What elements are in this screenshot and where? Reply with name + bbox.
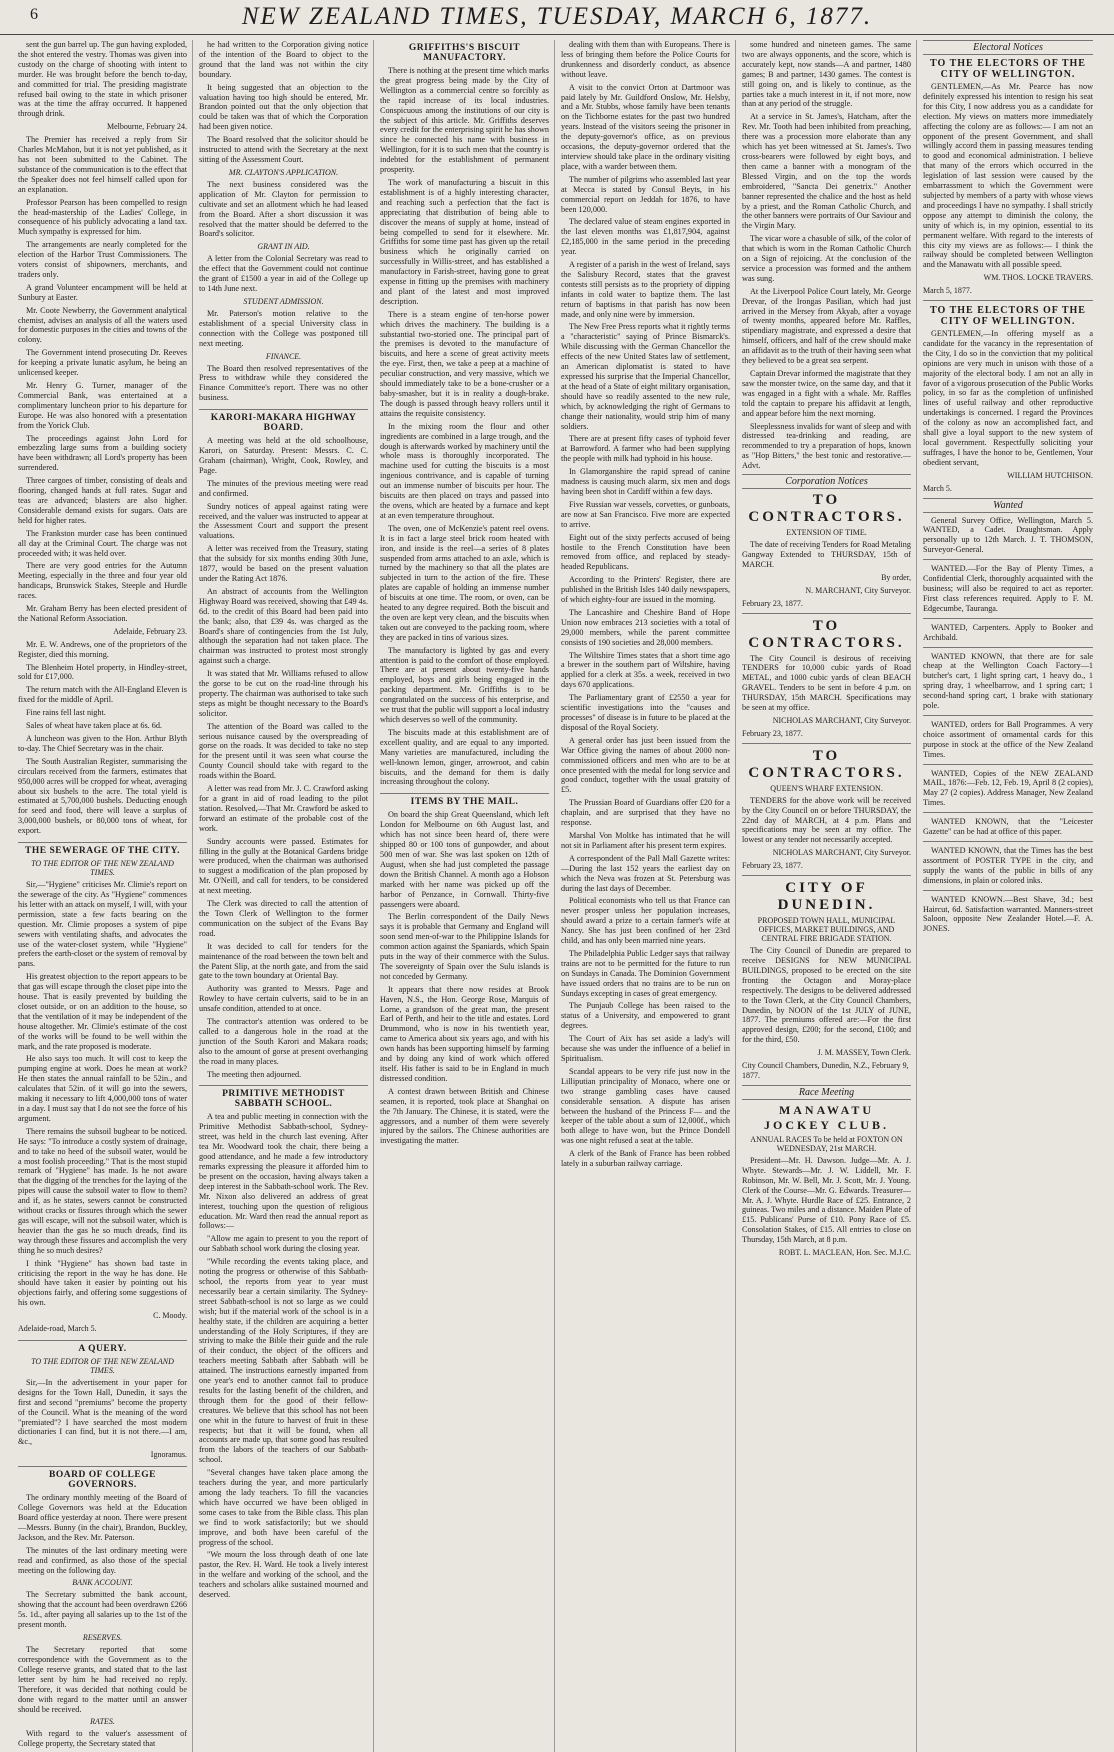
article-paragraph: The number of pilgrims who assembled last year at Mecca is stated by Consul Beyts, in his commercial report on Jeddah for 1876, to have been 120,000. <box>561 174 730 214</box>
article-paragraph: The attention of the Board was called to the serious nuisance caused by the overspreading of gorse on the roads. It was decided to take no step for the present until it was seen what course the County Council should take with regard to the roads within the Board. <box>199 721 368 781</box>
column-5 <box>742 40 917 1752</box>
article-paragraph: "While recording the events taking place, and noting the progress or otherwise of this Sabbath-school, the reports from year to year must necessarily bear a certain similarity. The Sydney-street Sabbath-school is not so large as we could wish; but if the material work of the school is in a healthy state, if the children are acquiring a better understanding of the Holy Scriptures, if they are striving to make the Bible their guide and the rule of their conduct, the object of the officers and teachers meeting Sabbath after Sabbath will be attained. The instructions earnestly imparted from one year's end to another cannot fail to produce results for the lasting benefit of the children, and through them for the good of their fellow-creatures. We believe that this school has not been one whit in the future to harvest of fruit in these respects; but that it will be found, when all accounts are made up, that some good has resulted from the labors of the teachers of our Sabbath-school. <box>199 1257 368 1465</box>
article-paragraph: The proceedings against John Lord for embezzling large sums from a building society have been withdrawn; all Lord's property has been surrendered. <box>18 433 187 473</box>
article-paragraph: The manufactory is lighted by gas and every attention is paid to the comfort of those employed. There are at present about twenty-five hands employed, boys and girls being engaged in the packing department. Mr. Griffiths is to be congratulated on the success of his enterprise, and we trust that the public will support a local industry which deserves so well of the community. <box>380 645 549 724</box>
dateline: Melbourne, February 24. <box>107 122 187 132</box>
electoral-signature: WILLIAM HUTCHISON. <box>1007 470 1093 480</box>
article-paragraph: With regard to the valuer's assessment of College property, the Secretary stated that <box>18 1729 187 1749</box>
section-heading-sewerage: THE SEWERAGE OF THE CITY. <box>18 842 187 856</box>
race-title: MANAWATU JOCKEY CLUB. <box>764 1102 889 1132</box>
electoral-body: GENTLEMEN,—In offering myself as a candidate for the vacancy in the representation of the City, I do so in the conviction that my political opinions are very much in unison with those of a majority of the electoral body. I am not an ally in favor of a vigorous prosecution of the Public Works policy, in so far as the completion of unfinished lines of useful railway and other reproductive undertakings is concerned. I regard the Provinces of the colony as now an accomplished fact, and shall give a loyal support to the new system of local government. Respectfully soliciting your suffrages, I have the honor to be, Gentlemen, Your obedient servant, <box>923 329 1093 467</box>
article-paragraph: "Allow me again to present to you the report of our Sabbath school work during the closing year. <box>199 1234 368 1254</box>
section-heading-griffiths: GRIFFITHS'S BISCUIT MANUFACTORY. <box>408 43 521 63</box>
article-paragraph: The Secretary reported that some correspondence with the Government as to the College reserve grants, and stated that to the last letter sent by him he had received no reply. Therefore, it was decided that nothing could be done with regard to the matter until an answer should be received. <box>18 1645 187 1714</box>
article-paragraph: Professor Pearson has been compelled to resign the head-mastership of the Ladies' College, in consequence of his publicly advocating a land tax. Much sympathy is expressed for him. <box>18 197 187 237</box>
article-paragraph: The Clerk was directed to call the attention of the Town Clerk of Wellington to the former communication on the subject of the Evans Bay road. <box>199 899 368 938</box>
notice-date: City Council Chambers, Dunedin, N.Z., February 9, 1877. <box>742 1061 909 1080</box>
article-paragraph: The Court of Aix has set aside a lady's will because she was under the influence of a belief in Spiritualism. <box>561 1034 730 1063</box>
article-paragraph: The New Free Press reports what it rightly terms a "characteristic" saying of Prince Bismarck's. While discussing with the German Chancellor the effects of the new United States law of settlement, an American diplomatist is stated to have expressed his surprise that the Imperial Chancellor, at the head of a State of eight military organisation, should have so readily assented to the new rule, which, by acknowledging the right of Germans to change their nationality, would strip him of many soldiers. <box>561 322 730 431</box>
article-paragraph: At the Liverpool Police Court lately, Mr. George Drevar, of the Irongas Pasilian, which had just arrived in the Mersey from Akyab, after a voyage of twenty months, appeared before Mr. Raffles, stipendiary magistrate, and expressed a desire that himself, officers, and half of the crew should make an affidavit as to the truth of their having seen what they believed to be a great sea serpent. <box>742 286 912 366</box>
article-paragraph: The South Australian Register, summarising the circulars received from the farmers, estimates that 950,000 acres will be cropped for wheat, averaging about six bushels to the acre. The total yield is estimated at 5,700,000 bushels. Deducting enough for seed and food, there will leave a surplus of 3,000,000 bushels, or 80,000 tons of wheat, for export. <box>18 756 187 836</box>
article-paragraph: Five Russian war vessels, corvettes, or gunboats, are now at San Francisco. Five more are expected to arrive. <box>561 499 730 529</box>
section-heading-wanted: Wanted <box>923 498 1093 513</box>
wanted-ad: General Survey Office, Wellington, March 5. WANTED, a Cadet. Draughtsman. Apply personally up to 12th March. J. T. THOMSON, Surveyor-General. <box>923 515 1093 555</box>
letter-paragraph: Sir,—In the advertisement in your paper for designs for the Town Hall, Dunedin, it says the first and second "premiums" become the property of the Council. What is the meaning of the word "premiated"? I have searched the most modern dictionaries I can find, but it is not there.—I am, &c., <box>18 1377 187 1447</box>
notice-title: CITY OF DUNEDIN. <box>777 880 876 914</box>
divider <box>923 764 1093 765</box>
article-paragraph: The Board then resolved representatives of the Press to withdraw while they considered the Finance Committee's report. There was no other business. <box>199 363 368 403</box>
article-paragraph: The minutes of the last ordinary meeting were read and confirmed, as also those of the special meeting on the following day. <box>18 1545 187 1575</box>
subheading: GRANT IN AID. <box>257 242 310 252</box>
notice-signature: N. MARCHANT, City Surveyor. <box>805 585 911 595</box>
article-paragraph: The Wiltshire Times states that a short time ago a brewer in the southern part of Wiltshire, having applied for a clerk at 35s. a week, received in two days 670 applications. <box>561 650 730 690</box>
notice-signature: NICHOLAS MARCHANT, City Surveyor. <box>772 715 911 725</box>
notice-date: February 23, 1877. <box>742 861 803 871</box>
subheading: RATES. <box>90 1717 115 1727</box>
race-body: President—Mr. H. Dawson. Judge—Mr. A. J. Whyte. Stewards—Mr. J. W. Liddell, Mr. F. Robinson, Mr. W. Bell, Mr. J. Scott, Mr. J. Young. Clerk of the Course—Mr. G. Edwards. Treasurer—Mr. A. J. Whyte. Hurdle Race of £25. Entrance, 2 guineas. Two miles and a distance. Maiden Plate of £15. Publicans' Purse of £10. Pony Race of £5. Consolation Stakes, of £15. All entries to close on Thursday, 15th March, at 8 p.m. <box>742 1155 911 1245</box>
article-paragraph: It being suggested that an objection to the valuation having too high should be entered, Mr. Brandon pointed out that the only objection that could be taken was that of which the Corporation had been given notice. <box>199 82 368 132</box>
electoral-signature: WM. THOS. LOCKE TRAVERS. <box>983 273 1093 283</box>
electoral-body: GENTLEMEN,—As Mr. Pearce has now definitely expressed his intention to resign his seat for this City, I now address you as a candidate for election. My views on matters more immediately affecting the colony are as follows:— I am not an opponent of the present Government, and shall willingly accord them in passing measures tending to good and economical administration. I believe that many of the errors which occurred in the legislation of last session were caused by the embarrassment to which the Government were subjected by members of a party with whose views and proceedings I have no sympathy. I shall strictly oppose any attempt to diminish the colony, the unity of which is, in my opinion, essential to its permanent welfare. With regard to the interests of this city my views are as follows:— I think the railway should be completed between Wellington and the Manawatu with all possible speed. <box>923 82 1093 270</box>
article-paragraph: A general order has just been issued from the War Office giving the names of about 2000 non-commissioned officers and men who are to be at once presented with the medal for long service and good conduct, together with the usual gratuity of £5. <box>561 735 730 795</box>
divider <box>923 647 1093 648</box>
notice-title: TO CONTRACTORS. <box>748 747 905 781</box>
section-heading-karori: KARORI-MAKARA HIGHWAY BOARD. <box>199 409 368 433</box>
notice-date: February 23, 1877. <box>742 728 803 738</box>
letter-paragraph: Sir,—"Hygiene" criticises Mr. Climie's report on the sewerage of the city. As "Hygiene" commences his letter with an attack on myself, I will, with your permission, state a few facts bearing on the question. Mr. Climie proposes a system of pipe sewers with ventilating shafts, and advocates the use of the water-closet system, while "Hygiene" prefers the earth-closet or the system of removal by pans. <box>18 880 187 969</box>
article-paragraph: Fine rains fell last night. <box>26 708 106 718</box>
divider <box>923 618 1093 619</box>
article-paragraph: In the mixing room the flour and other ingredients are combined in a large trough, and the dough is afterwards worked by machinery until the whole mass is thoroughly incorporated. The machine used for cutting the biscuits is a most ingenious contrivance, and is capable of turning out an immense number of biscuits per hour. The biscuits are then placed on trays and passed into the ovens, which are heated by a furnace and kept at an even temperature throughout. <box>380 421 549 520</box>
wanted-ad: WANTED, Carpenters. Apply to Booker and Archibald. <box>923 622 1093 642</box>
article-paragraph: Political economists who tell us that France can never prosper unless her population increases, should award a prize to a certain farmer's wife at Nancy. She has just been confined of her 23rd child, and has only been married nine years. <box>561 896 730 946</box>
article-paragraph: The ordinary monthly meeting of the Board of College Governors was held at the Education Board office yesterday at noon. There were present—Messrs. Bunny (in the chair), Brandon, Buckley, Jackson, and the Rev. Mr. Paterson. <box>18 1493 187 1542</box>
article-paragraph: Three cargoes of timber, consisting of deals and flooring, changed hands at full rates. Sugar and teas are advanced; blasters are also higher. Considerable demand exists for sugars. Oats are held for higher rates. <box>18 476 187 525</box>
notice-subtitle: EXTENSION OF TIME. <box>786 528 867 538</box>
article-paragraph: A visit to the convict Orton at Dartmoor was paid lately by Mr. Guildford Onslow, Mr. Helsby, and a Mr. Stubbs, whose family have been tenants on the Tichborne estates for the past two hundred years. Instead of the visitors seeing the prisoner in the deputy-governor's office, as on previous occasions, the deputy-governor ordered that the interview should take place in the ordinary visiting place, with a warder between them. <box>561 82 730 171</box>
notice-body: The date of receiving Tenders for Road Metaling Gangway Extended to THURSDAY, 15th of MARCH. <box>742 540 911 569</box>
article-paragraph: A letter was received from the Treasury, stating that the subsidy for six months ending 30th June, 1877, would be based on the present valuation under the Rating Act 1876. <box>199 544 368 583</box>
article-paragraph: A grand Volunteer encampment will be held at Sunbury at Easter. <box>18 282 187 302</box>
article-paragraph: A letter from the Colonial Secretary was read to the effect that the Government could not continue the grant of £1500 a year in aid of the College up to 14th June next. <box>199 254 368 294</box>
electoral-date: March 5. <box>923 483 952 493</box>
article-paragraph: dealing with them than with Europeans. There is less of bringing them before the Police Courts for drunkenness and disorderly conduct, as absence without leave. <box>561 40 730 79</box>
article-paragraph: The arrangements are nearly completed for the election of the Harbor Trust Commissioners. The voters consist of shipowners, merchants, and traders only. <box>18 240 187 279</box>
divider <box>923 890 1093 891</box>
divider <box>923 300 1093 301</box>
wanted-ad: WANTED KNOWN, that the "Leicester Gazette" can be had at office of this paper. <box>923 817 1093 837</box>
subheading: STUDENT ADMISSION. <box>243 296 324 306</box>
article-paragraph: There are at present fifty cases of typhoid fever at Barrowford. A farmer who had been supplying the people with milk had typhoid in his house. <box>561 434 730 464</box>
article-paragraph: Captain Drevar informed the magistrate that they saw the monster twice, on the same day, and that it was engaged in a fight with a whale. Mr. Raffles told the captain to prepare his affidavit at length, and appear before him the next morning. <box>742 369 911 418</box>
article-paragraph: A clerk of the Bank of France has been robbed lately in a suburban railway carriage. <box>561 1149 730 1169</box>
article-paragraph: Sales of wheat have taken place at 6s. 6d. <box>26 721 162 731</box>
article-paragraph: An abstract of accounts from the Wellington Highway Board was received, showing that £49 4s. 6d. to the credit of this Board had been paid into the bank; also, that £39 4s. was charged as the Board's share of contingencies from the 1st July, although the separation had not taken place. The chairman was instructed to protest most strongly against such a charge. <box>199 586 368 666</box>
section-heading-college: BOARD OF COLLEGE GOVERNORS. <box>18 1466 187 1490</box>
subheading: BANK ACCOUNT. <box>72 1578 133 1588</box>
article-paragraph: In Glamorganshire the rapid spread of canine madness is causing much alarm, six men and dogs having been shot in Cardiff within a few days. <box>561 467 730 496</box>
notice-signature: NICHOLAS MARCHANT, City Surveyor. <box>772 848 911 858</box>
letter-paragraph: His greatest objection to the report appears to be that gas will escape through the closet pipe into the house. That is easily prevented by building the closet outside, or on an addition to the house, so that the ventilation of it may be independent of the house altogether. Mr. Climie's estimate of the cost of the works will be found to be well within the mark, and the rate proposed is moderate. <box>18 972 187 1051</box>
article-paragraph: There is a steam engine of ten-horse power which drives the machinery. The building is a substantial two-storied one. The principal part of the premises is devoted to the manufacture of biscuits, and here a scene of great activity meets the eye. First, then, we take a peep at a machine of peculiar construction, and very massive, which we should immediately take to be a bone-crusher or a baby-smasher, but it is in reality a dough-brake. The dough is passed through heavy rollers until it attains the requisite consistency. <box>380 309 549 418</box>
race-subtitle: ANNUAL RACES To be held at FOXTON ON WEDNESDAY, 21st MARCH. <box>750 1134 903 1153</box>
to-the-editor: TO THE EDITOR OF THE NEW ZEALAND TIMES. <box>31 859 174 878</box>
divider <box>923 841 1093 842</box>
notice-by-order: By order, <box>881 572 911 582</box>
race-signature: ROBT. L. MACLEAN, Hon. Sec. M.J.C. <box>778 1248 911 1258</box>
article-paragraph: The work of manufacturing a biscuit in this establishment is of a highly interesting character, and reaching such a perfection that the fact is appreciating that distribution of being able to discover the means of supply at home, instead of being compelled to send for it elsewhere. Mr. Griffiths for some time past has given up the retail business which he originally carried on successfully in Willis-street, and has established a manufactory in Farish-street, having gone to great expense in fitting up the premises with machinery and plant of the latest and most improved description. <box>380 177 549 306</box>
article-paragraph: The vicar wore a chasuble of silk, of the color of that which is worn in the Roman Catholic Church on a Sign of rejoicing. At the conclusion of the service a procession was formed and the anthem was sung. <box>742 234 911 283</box>
advertisement-paragraph: Sleeplessness invalids for want of sleep and with distressed tea-drinking and reading, are recommended to try a preparation of hops, known as "Hop Bitters," the best tonic and restorative.—Advt. <box>742 421 911 471</box>
article-paragraph: some hundred and nineteen games. The same two are always opponents, and the score, which is accurately kept, now stands—A and partner, 1480 games; B and partner, 1430 games. The contest is still going on, and is likely to continue, as the parties take a much interest in it, if not more, now than at any period of the struggle. <box>742 40 911 109</box>
newspaper-title: NEW ZEALAND TIMES, TUESDAY, MARCH 6, 1877. <box>241 3 873 30</box>
letter-paragraph: There remains the subsoil bugbear to be noticed. He says: "To introduce a costly system of drainage, and to take no heed of the subsoil water, would be a most foolish proceeding." That is the most stupid remark of "Hygiene" has made. Is he not aware that the digging of the trenches for the laying of the pipes will cause the subsoil water to flow to them? and if, as he states, sewers cannot be constructed without cracks or fissures through which the sewer gas will escape, will not the subsoil water, which is heavier than the gas he so much dreads, find its way through these fissures and accomplish the very thing he so much desires? <box>18 1126 187 1255</box>
article-paragraph: It was stated that Mr. Williams refused to allow the gorse to be cut on the road-line through his property. The chairman was authorised to take such steps as might be thought necessary to the Board's solicitor. <box>199 669 368 718</box>
article-paragraph: A letter was read from Mr. J. C. Crawford asking for a grant in aid of road leading to the pilot station. Resolved,—That Mr. Crawford be asked to forward an estimate of the probable cost of the work. <box>199 784 368 833</box>
article-paragraph: There is nothing at the present time which marks the great progress being made by the City of Wellington as a commercial centre so forcibly as the rapid increase of its local industries. Conspicuous among the institutions of our city is the subject of this article. Mr. Griffiths deserves every credit for the enterprising spirit he has shown since he connected his name with business in Wellington, for it is to such men that the country is indebted for the establishment of permanent prosperity. <box>380 66 549 175</box>
wanted-ad: WANTED KNOWN, that there are for sale cheap at the Wellington Coach Factory—1 butcher's cart, 1 light spring cart, 1 heavy do., 1 spring dray, 1 wheelbarrow, and 1 spring cart; 1 second-hand spring cart, 1 brake with stationary pole. <box>923 651 1093 711</box>
article-paragraph: Marshal Von Moltke has intimated that he will not sit in Parliament after his present term expires. <box>561 830 730 850</box>
article-paragraph: The Parliamentary grant of £2550 a year for scientific investigations into the "causes and processes" of disease is in future to be placed at the disposal of the Royal Society. <box>561 693 730 732</box>
article-paragraph: The next business considered was the application of Mr. Clayton for permission to cultivate and set an allotment which he had leased from the Board. After a short discussion it was resolved that the matter should be deferred to the Board's solicitor. <box>199 179 368 239</box>
article-paragraph: It was decided to call for tenders for the maintenance of the road between the town belt and the Patent Slip, at the north gate, and from the said gate to the town boundary at Oriental Bay. <box>199 941 368 981</box>
notice-body: TENDERS for the above work will be received by the City Council on or before THURSDAY, the 22nd day of MARCH, at 4 p.m. Plans and specifications may be seen at my office. The lowest or any tender not necessarily accepted. <box>742 795 911 845</box>
page-columns <box>18 40 1098 1749</box>
page-number: 6 <box>30 6 38 23</box>
wanted-ad: WANTED KNOWN.—Best Shave, 3d.; best Haircut, 6d. Satisfaction warranted. Manners-street Saloon, opposite New Zealander Hotel.—F. A. JONES. <box>923 894 1093 934</box>
article-paragraph: Scandal appears to be very rife just now in the Lilliputian principality of Monaco, where one or two strange gambling cases have caused considerable sensation. A dispute has arisen between the husband of the Princess F— and the keeper of the table about a sum of 12,000f., which both allege to have won, but the Prince Dondell was one night refused a seat at the table. <box>561 1066 730 1146</box>
article-paragraph: A luncheon was given to the Hon. Arthur Blyth to-day. The Chief Secretary was in the chair. <box>18 734 187 753</box>
article-paragraph: he had written to the Corporation giving notice of the intention of the Board to object to the ground that the land was not within the city boundary. <box>199 40 368 79</box>
article-paragraph: Mr. Coote Newberry, the Government analytical chemist, advises an analysis of all the waters used for domestic purposes in the cities and towns of the colony. <box>18 305 187 345</box>
article-paragraph: The contractor's attention was ordered to be called to a dangerous hole in the road at the junction of the South Karori and Makara roads; also to the amount of gorse at present overhanging the road in many places. <box>199 1017 368 1066</box>
article-paragraph: Mr. Paterson's motion relative to the establishment of a special University class in connection with the College was postponed till next meeting. <box>199 308 368 348</box>
section-heading-electoral-notices: Electoral Notices <box>923 40 1093 55</box>
article-paragraph: There are very good entries for the Autumn Meeting, especially in the three and four year old handicaps, Brunswick Stakes, Steeple and Hurdle races. <box>18 561 187 601</box>
article-paragraph: The Philadelphia Public Ledger says that railway trains are not to be permitted for the future to run on Sundays in Canada. The Dominion Government have issued orders that no trains are to be run on Sundays excepting in cases of great emergency. <box>561 948 730 998</box>
section-heading-mail: ITEMS BY THE MAIL. <box>380 793 549 807</box>
notice-body: The City Council of Dunedin are prepared to receive DESIGNS for NEW MUNICIPAL BUILDINGS, proposed to be erected on the site fronting the Octagon and Moray-place respectively. The designs to be delivered addressed to the Town Clerk, at the City Council Chambers, Dunedin, by NOON of the 1st JULY of JUNE, 1877. The premiums offered are:—For the first approved design, £200; for the second, £100; and for the third, £50. <box>742 946 911 1045</box>
subheading: MR. CLAYTON'S APPLICATION. <box>228 167 339 177</box>
divider <box>742 743 911 744</box>
article-paragraph: Eight out of the sixty perfects accused of being hostile to the French Constitution have been removed from office, and replaced by steady-headed Republicans. <box>561 532 730 572</box>
article-paragraph: At a service in St. James's, Hatcham, after the Rev. Mr. Tooth had been inhibited from preaching, there was a procession more elaborate than any which has yet been witnessed at St. James's. Two cross-bearers were followed by eight boys, and then came a banner with a monogram of the Blessed Virgin, and on the top the words embroidered, "Sancta Dei genetrix." Another banner represented the chalice and the host as held by a priest, and the Roman Catholic Church, and the other banners were portraits of Our Saviour and the Virgin Mary. <box>742 112 911 231</box>
column-3 <box>380 40 555 1752</box>
section-heading-query: A QUERY. <box>18 1340 187 1354</box>
article-paragraph: A contest drawn between British and Chinese seamen, it is reported, took place at Shanghai on the 7th January. The Chinese, it is stated, were the aggressors, and a number of them were severely injured by the sailors. The Chinese authorities are investigating the matter. <box>380 1086 549 1146</box>
article-paragraph: On board the ship Great Queensland, which left London for Melbourne on 6th August last, and which has not since been heard of, there were shipped 80 or 100 tons of gunpowder, and about 500 men of war. She was last spoken on 12th of August, when she had just completed the passage down the British Channel. A month ago a Hobson marked with her name was picked up off the harbor of Penzance, in Cornwall. Thirty-five passengers were aboard. <box>380 810 549 909</box>
article-paragraph: A tea and public meeting in connection with the Primitive Methodist Sabbath-school, Sydney-street, was held in the church last evening. After tea Mr. Woodward took the chair, there being a good attendance, and he made a few introductory remarks expressing the pleasure it afforded him to be present on the occasion, having always taken a deep interest in the Sabbath-school work. The Rev. Mr. Nixon also delivered an address of great interest, touching upon the question of religious education. Mr. Ward then read the annual report as follows:— <box>199 1112 368 1231</box>
wanted-ad: WANTED.—For the Bay of Plenty Times, a Confidential Clerk, thoroughly acquainted with the business; will also be required to act as reporter. First class references required. Apply to F. M. Edgecumbe, Tauranga. <box>923 564 1093 613</box>
notice-title: TO CONTRACTORS. <box>748 492 905 526</box>
divider <box>742 875 911 876</box>
subheading: FINANCE. <box>265 351 302 361</box>
article-paragraph: Sundry accounts were passed. Estimates for filling in the gully at the Botanical Gardens bridge were produced, when the chairman was authorised to suggest a modification of the plan proposed by Mr. O'Neill, and call for tenders, to be considered at next meeting. <box>199 836 368 896</box>
masthead <box>0 0 1114 35</box>
article-paragraph: The biscuits made at this establishment are of excellent quality, and are equal to any imported. Many varieties are manufactured, including the well-known lemon, ginger, arrowroot, and cabin biscuits, and the demand for them is daily increasing throughout the colony. <box>380 727 549 787</box>
article-paragraph: According to the Printers' Register, there are published in the British Isles 140 daily newspapers, of which eighty-four are issued in the morning. <box>561 575 730 605</box>
article-paragraph: A register of a parish in the west of Ireland, says the Salisbury Record, states that the gravest contests still persists as to the propriety of dipping infants in cold water to baptize them. The last return of baptisms in that parish has now been made, and only nine were by immersion. <box>561 260 730 319</box>
article-paragraph: "We mourn the loss through death of one late pastor, the Rev. H. Ward. He took a lively interest in the welfare and working of the school, and the teachers and scholars alike sustained mourned and deserved. <box>199 1550 368 1600</box>
column-2 <box>199 40 374 1752</box>
wanted-ad: WANTED, orders for Ball Programmes. A very choice assortment of ornamental cards for this purpose in stock at the office of the New Zealand Times. <box>923 719 1093 759</box>
divider <box>742 613 911 614</box>
article-paragraph: Mr. Henry G. Turner, manager of the Commercial Bank, was entertained at a complimentary luncheon prior to his departure for Europe. He was also honored with a presentation from the Yorick Club. <box>18 381 187 430</box>
dateline: Adelaide, February 23. <box>113 626 187 636</box>
column-4 <box>561 40 736 1752</box>
notice-date: February 23, 1877. <box>742 598 803 608</box>
letter-signature: Ignoramus. <box>150 1450 187 1460</box>
article-paragraph: The Punjaub College has been raised to the status of a University, and empowered to grant degrees. <box>561 1001 730 1031</box>
article-paragraph: Mr. E. W. Andrews, one of the proprietors of the Register, died this morning. <box>18 639 187 659</box>
notice-subtitle: QUEEN'S WHARF EXTENSION. <box>770 783 883 793</box>
letter-address: Adelaide-road, March 5. <box>18 1324 97 1334</box>
article-paragraph: The meeting then adjourned. <box>207 1069 302 1079</box>
subheading: RESERVES. <box>82 1633 123 1643</box>
article-paragraph: The oven, one of McKenzie's patent reel ovens. It is in fact a large steel brick room heated with iron, and inside is the reel—a series of 8 plates suspended from arms attached to an axle, which is turned by the machinery so that all the plates are subjected in turn to the action of the fire. These plates are capable of holding an immense number of biscuits at one time. The room, or oven, can be heated to any degree required. Both the biscuit and the oven are kept very clean, and the biscuits when taken out are conveyed to the packing room, where they are packed in tins of various sizes. <box>380 523 549 642</box>
letter-paragraph: He also says too much. It will cost to keep the pumping engine at work. Does he mean at work? He then states the annual rainfall to be 52in., and calculates that 52in. of it will go into the sewers, making it necessary to lift 4,000,000 tons of water in a day. I must say that I do not see the force of his argument. <box>18 1054 187 1123</box>
notice-title: TO CONTRACTORS. <box>748 617 905 651</box>
wanted-ad: WANTED, Copies of the NEW ZEALAND MAIL, 1876:—Feb. 12, Feb. 19, April 8 (2 copies), May 27 (2 copies). Address Manager, New Zealand Times. <box>923 768 1093 808</box>
article-paragraph: "Several changes have taken place among the teachers during the year, and more particularly among the lady teachers. To fill the vacancies which have occurred we have been obliged in some cases to take from the Bible class. This plan we find to work satisfactorily; but we should improve, and both have been careful of the progress of the school. <box>199 1468 368 1547</box>
notice-subtitle: PROPOSED TOWN HALL, MUNICIPAL OFFICES, MARKET BUILDINGS, AND CENTRAL FIRE BRIGADE STATION. <box>757 916 896 944</box>
section-heading-methodist: PRIMITIVE METHODIST SABBATH SCHOOL. <box>199 1085 368 1109</box>
notice-body: The City Council is desirous of receiving TENDERS for 10,000 cubic yards of Road METAL, and 1000 cubic yards of clean BEACH GRAVEL. Tenders to be sent in before 4 p.m. on THURSDAY, 15th MARCH. Specifications may be seen at my office. <box>742 653 911 713</box>
article-paragraph: The Board resolved that the solicitor should be instructed to attend with the Secretary at the next sitting of the Assessment Court. <box>199 135 368 164</box>
article-paragraph: The declared value of steam engines exported in the last eleven months was £1,817,904, against £2,185,000 in the same period in the preceding year. <box>561 217 730 257</box>
article-paragraph: Authority was granted to Messrs. Page and Rowley to have certain culverts, said to be in an unsafe condition, attended to at once. <box>199 984 368 1014</box>
article-paragraph: The Prussian Board of Guardians offer £20 for a chaplain, and are surprised that they have no response. <box>561 798 730 828</box>
column-1 <box>18 40 193 1752</box>
divider <box>923 715 1093 716</box>
article-paragraph: A meeting was held at the old schoolhouse, Karori, on Saturday. Present: Messrs. C. C. Graham (chairman), Wright, Cook, Rowley, and Page. <box>199 436 368 475</box>
electoral-date: March 5, 1877. <box>923 286 972 296</box>
article-paragraph: The Blenheim Hotel property, in Hindley-street, sold for £17,000. <box>18 662 187 682</box>
article-paragraph: A correspondent of the Pall Mall Gazette writes:—During the last 152 years the earliest day on which the Neva was frozen at St. Petersburg was during the last days of December. <box>561 853 730 893</box>
article-paragraph: Mr. Graham Berry has been elected president of the National Reform Association. <box>18 604 187 623</box>
divider <box>923 559 1093 560</box>
article-paragraph: The Secretary submitted the bank account, showing that the account had been overdrawn £266 5s. 1d., after paying all salaries up to the 1st of the present month. <box>18 1590 187 1630</box>
electoral-title: TO THE ELECTORS OF THE CITY OF WELLINGTON. <box>930 58 1086 80</box>
article-paragraph: The Frankston murder case has been continued all day at the Criminal Court. The charge was not proceeded with; it was held over. <box>18 528 187 558</box>
article-paragraph: The minutes of the previous meeting were read and confirmed. <box>199 478 368 498</box>
article-paragraph: The Government intend prosecuting Dr. Reeves for keeping a private lunatic asylum, he being an unlicensed keeper. <box>18 348 187 378</box>
section-heading-race-meeting: Race Meeting <box>742 1085 911 1100</box>
wanted-ad: WANTED KNOWN, that the Times has the best assortment of POSTER TYPE in the city, and supply the wants of the public in bills of any dimensions, in plain or colored inks. <box>923 846 1093 885</box>
article-paragraph: The return match with the All-England Eleven is fixed for the middle of April. <box>18 685 187 705</box>
article-paragraph: Sundry notices of appeal against rating were received, and the valuer was instructed to appear at the Assessment Court and support the present valuations. <box>199 501 368 541</box>
section-heading-corporation-notices: Corporation Notices <box>742 474 911 489</box>
article-paragraph: sent the gun barrel up. The gun having exploded, the shot entered the vestry. Thomas was given into custody on the charge of shooting with intent to murder. He was brought before the bench to-day, and committed for trial. The presiding magistrate refused bail owing to the state in which prisoner was at the time the affray occurred. It happened through drink. <box>18 40 187 119</box>
notice-signature: J. M. MASSEY, Town Clerk. <box>817 1048 911 1058</box>
article-paragraph: It appears that there now resides at Brook Haven, N.S., the Hon. George Rose, Marquis of Lorne, a grandson of the great man, the present Earl of Perth, and heir to the title and estates. Lord Drummond, who is now in his twentieth year, came to America about six years ago, and with his own hands has been supporting himself by farming and by doing any kind of work which offered itself. His father is said to be in England in much distressed condition. <box>380 984 549 1083</box>
article-paragraph: The Berlin correspondent of the Daily News says it is probable that Germany and England will soon send men-of-war to the Philippine Islands for common action against the Spaniards, which Spain puts in the way of their commerce with the Sulus. The sovereignty of Spain over the Sulu islands is not conceded by Germany. <box>380 912 549 981</box>
letter-signature: C. Moody. <box>153 1311 187 1321</box>
article-paragraph: The Premier has received a reply from Sir Charles McMahon, but it is not yet published, as it has not been submitted to the Cabinet. The substance of the communication is to the effect that the Speaker does not feel himself called upon for an explanation. <box>18 135 187 194</box>
divider <box>923 812 1093 813</box>
to-the-editor: TO THE EDITOR OF THE NEW ZEALAND TIMES. <box>31 1356 174 1375</box>
article-paragraph: The Lancashire and Cheshire Band of Hope Union now embraces 213 societies with a total of 29,000 members, while the parent committee consists of 190 societies and 28,000 members. <box>561 607 730 647</box>
column-6 <box>923 40 1098 1752</box>
electoral-title: TO THE ELECTORS OF THE CITY OF WELLINGTON. <box>930 305 1086 328</box>
letter-paragraph: I think "Hygiene" has shown bad taste in criticising the report in the way he has done. He should have taken it easier by pointing out his objections fairly, and offering some suggestions of his own. <box>18 1258 187 1308</box>
